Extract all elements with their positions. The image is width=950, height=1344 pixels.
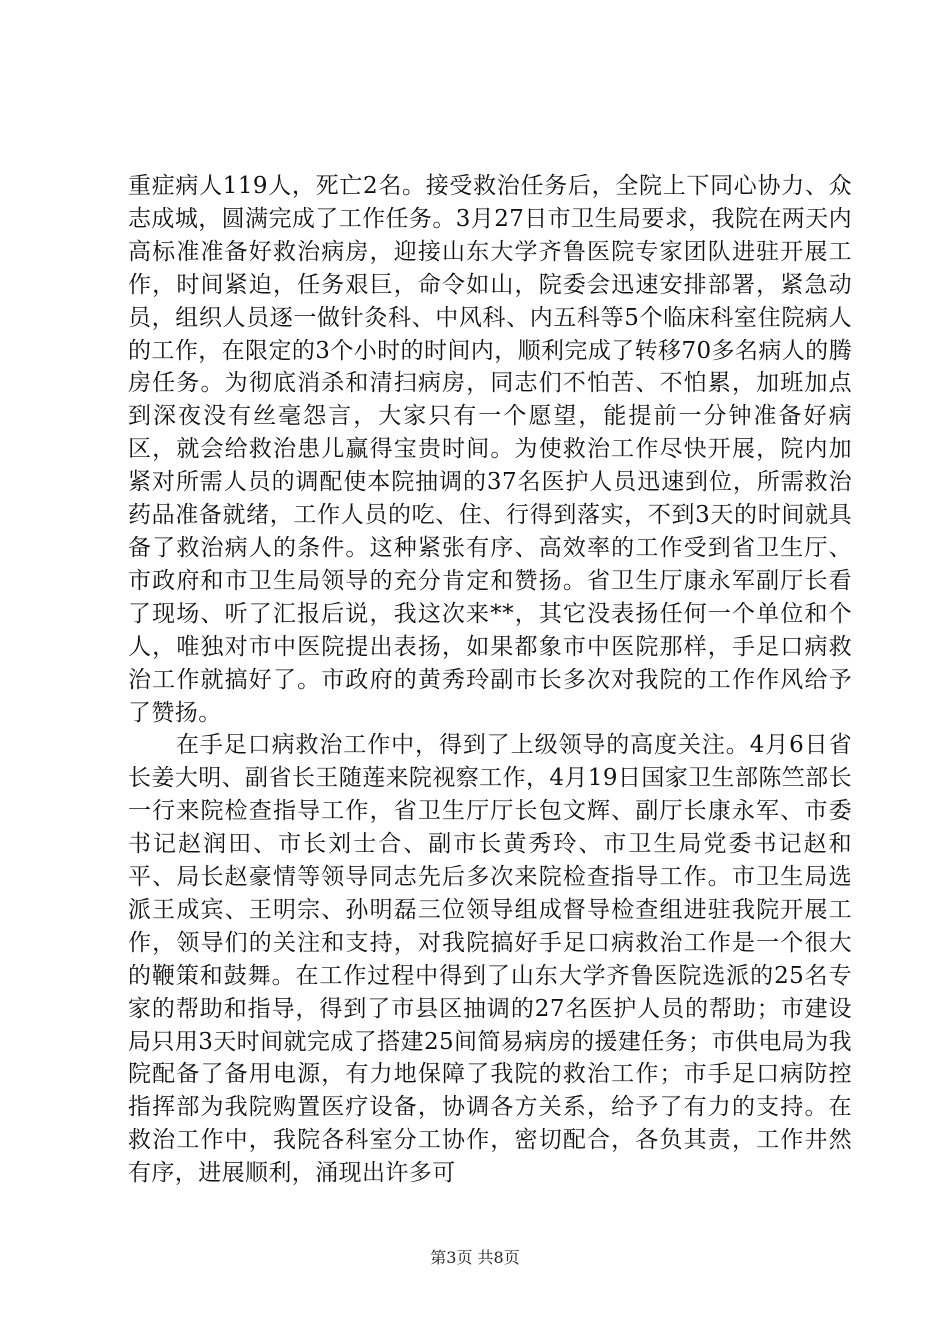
page-footer: 第3页 共8页	[430, 1248, 520, 1267]
paragraph-1: 重症病人119人，死亡2名。接受救治任务后，全院上下同心协力、众志成城，圆满完成了工作任务。3月27日市卫生局要求，我院在两天内高标准准备好救治病房，迎接山东大学齐鲁医院专家团队进驻开展工作，时间紧迫，任务艰巨，命令如山，院委会迅速安排部署，紧急动员，组织人员逐一做针灸科、中风科、内五科等5个临床科室住院病人的工作，在限定的3个小时的时间内，顺利完成了转移70多名病人的腾房任务。为彻底消杀和清扫病房，同志们不怕苦、不怕累，加班加点到深夜没有丝毫怨言，大家只有一个愿望，能提前一分钟准备好病区，就会给救治患儿赢得宝贵时间。为使救治工作尽快开展，院内加紧对所需人员的调配使本院抽调的37名医护人员迅速到位，所需救治药品准备就绪，工作人员的吃、住、行得到落实，不到3天的时间就具备了救治病人的条件。这种紧张有序、高效率的工作受到省卫生厅、市政府和市卫生局领导的充分肯定和赞扬。省卫生厅康永军副厅长看了现场、听了汇报后说，我这次来**，其它没表扬任何一个单位和个人，唯独对市中医院提出表扬，如果都象市中医院那样，手足口病救治工作就搞好了。市政府的黄秀玲副市长多次对我院的工作作风给予了赞扬。	[128, 173, 852, 726]
paragraph-2: 在手足口病救治工作中，得到了上级领导的高度关注。4月6日省长姜大明、副省长王随莲来院视察工作，4月19日国家卫生部陈竺部长一行来院检查指导工作，省卫生厅厅长包文辉、副厅长康永军、市委书记赵润田、市长刘士合、副市长黄秀玲、市卫生局党委书记赵和平、局长赵豪情等领导同志先后多次来院检查指导工作。市卫生局选派王成宾、王明宗、孙明磊三位领导组成督导检查组进驻我院开展工作，领导们的关注和支持，对我院搞好手足口病救治工作是一个很大的鞭策和鼓舞。在工作过程中得到了山东大学齐鲁医院选派的25名专家的帮助和指导，得到了市县区抽调的27名医护人员的帮助；市建设局只用3天时间就完成了搭建25间简易病房的援建任务；市供电局为我院配备了备用电源，有力地保障了我院的救治工作；市手足口病防控指挥部为我院购置医疗设备，协调各方关系，给予了有力的支持。在救治工作中，我院各科室分工协作，密切配合，各负其责，工作井然有序，进展顺利，涌现出许多可	[128, 732, 852, 1187]
document-body	[128, 170, 852, 1190]
